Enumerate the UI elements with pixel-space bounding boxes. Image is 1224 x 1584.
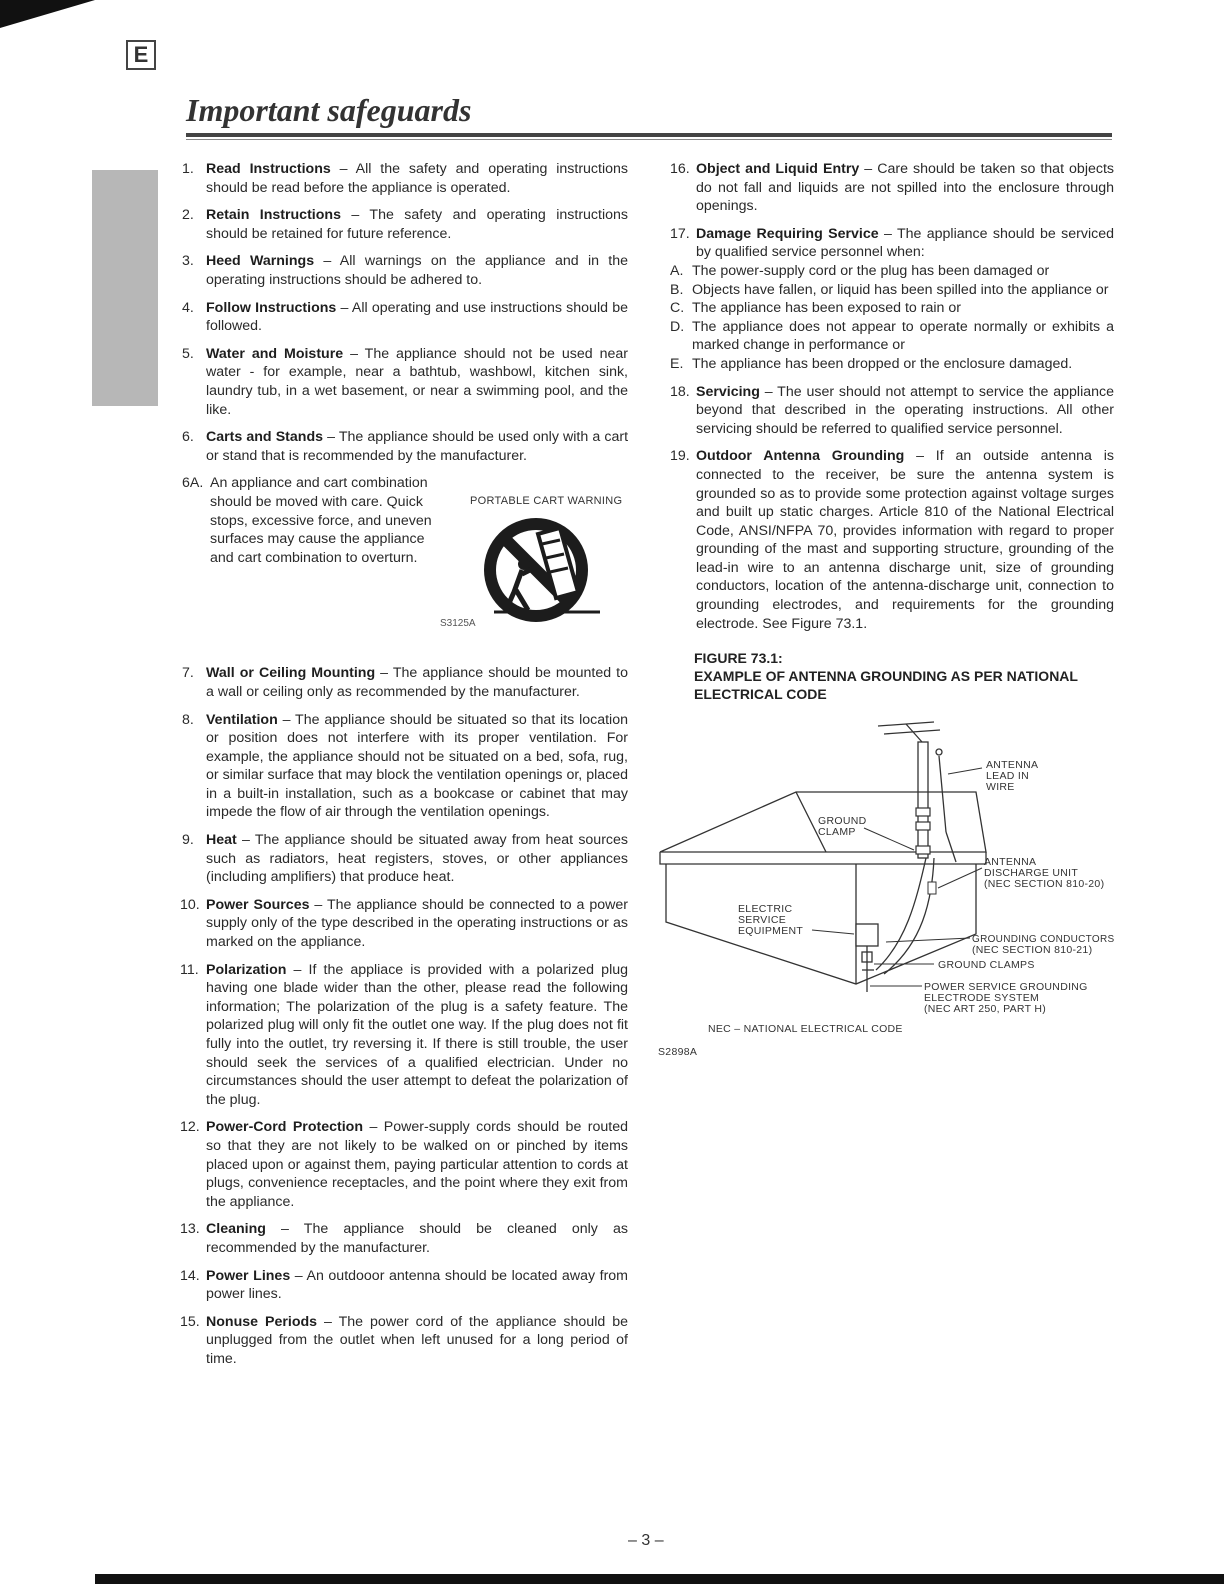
- safeguard-item-2: 2. Retain Instructions – The safety and operating instructions should be retained for future reference.: [182, 207, 628, 242]
- label-antenna-lead-3: WIRE: [986, 781, 1015, 793]
- safeguard-item-5: 5. Water and Moisture – The appliance should not be used near water - for example, near a bathtub, washbowl, kitchen sink, laundry tub, in a wet basement, or near a swimming pool, and the like.: [182, 345, 629, 418]
- cart-figure-code: S3125A: [440, 618, 476, 630]
- label-discharge-unit-2: DISCHARGE UNIT: [984, 867, 1079, 879]
- page-left-margin: [0, 0, 92, 1584]
- section-tab-marker: [92, 170, 158, 406]
- right-column: [670, 160, 1114, 703]
- cart-warning-block: [182, 474, 628, 658]
- label-electric-service: ELECTRIC: [738, 903, 793, 915]
- label-power-service-3: (NEC ART 250, PART H): [924, 1003, 1047, 1015]
- service-condition-d: D. The appliance does not appear to operate normally or exhibits a marked change in performance or: [670, 318, 1114, 354]
- service-condition-b: B. Objects have fallen, or liquid has been spilled into the appliance or: [670, 281, 1109, 298]
- label-power-service: POWER SERVICE GROUNDING: [924, 981, 1088, 993]
- label-electric-service-3: EQUIPMENT: [738, 925, 804, 937]
- figure-title: [694, 649, 1114, 703]
- label-electric-service-2: SERVICE: [738, 914, 787, 926]
- safeguard-item-14: 14. Power Lines – An outdooor antenna should be located away from power lines.: [180, 1267, 629, 1303]
- safeguard-item-11: 11. Polarization – If the appliace is provided with a polarized plug having one blade wider than the other, please read the following information; The polarization of the plug is a safety feature. The polarized plug will only fit the outlet one way. If the plug does not fit fully into the outlet, try reversing it. If there is still trouble, the user should seek the services of a qualified electrician. Under no circumstances should the user attempt to defeat the polarization of the plug.: [180, 961, 628, 1108]
- left-column: [182, 160, 628, 1378]
- service-condition-a: A. The power-supply cord or the plug has been damaged or: [670, 262, 1050, 279]
- safeguard-item-17: 17. Damage Requiring Service – The appliance should be serviced by qualified service personnel when:: [670, 225, 1114, 261]
- title-rule-thin: [186, 139, 1112, 140]
- page-title: Important safeguards: [186, 92, 472, 128]
- service-condition-e: E. The appliance has been dropped or the enclosure damaged.: [670, 355, 1073, 372]
- safeguard-item-15: 15. Nonuse Periods – The power cord of the appliance should be unplugged from the outlet when left unused for a long period of time.: [180, 1313, 628, 1367]
- safeguard-item-6: 6. Carts and Stands – The appliance should be used only with a cart or stand that is recommended by the manufacturer.: [182, 429, 629, 464]
- safeguard-item-16: 16. Object and Liquid Entry – Care should be taken so that objects do not fall and liquids are not spilled into the enclosure through openings.: [670, 161, 1114, 215]
- leader-lines: [812, 768, 982, 986]
- figure-caption: EXAMPLE OF ANTENNA GROUNDING AS PER NATIONAL ELECTRICAL CODE: [694, 668, 1078, 703]
- scan-corner-shadow: [0, 0, 95, 28]
- safeguard-item-19: 19. Outdoor Antenna Grounding – If an outside antenna is connected to the receiver, be sure the antenna system is grounded so as to provide some protection against voltage surges and built up static charges. Article 810 of the National Electrical Code, ANSI/NFPA 70, provides information with regard to proper grounding of the mast and supporting structure, grounding of the lead-in wire to an antenna discharge unit, size of grounding conductors, location of the antenna-discharge unit, connection to grounding electrodes, and requirements for the grounding electrode. See Figure 73.1.: [670, 448, 1114, 632]
- electric-service-box: [856, 924, 878, 992]
- label-ground-clamps: GROUND CLAMPS: [938, 959, 1035, 971]
- figure-code: S2898A: [658, 1046, 698, 1058]
- safeguard-item-18: 18. Servicing – The user should not attempt to service the appliance beyond that described in the operating instructions. All other servicing should be referred to qualified service personnel.: [670, 383, 1114, 437]
- cart-tipover-icon: [476, 514, 610, 624]
- page-number: – 3 –: [628, 1532, 664, 1549]
- title-rule: [186, 133, 1112, 137]
- label-grounding-conductors-2: (NEC SECTION 810-21): [972, 944, 1093, 956]
- service-condition-c: C. The appliance has been exposed to rain or: [670, 300, 961, 317]
- safeguard-item-9: 9. Heat – The appliance should be situated away from heat sources such as radiators, heat registers, stoves, or other appliances (including amplifiers) that produce heat.: [182, 832, 628, 886]
- label-discharge-unit-3: (NEC SECTION 810-20): [984, 878, 1105, 890]
- safeguard-item-7: 7. Wall or Ceiling Mounting – The appliance should be mounted to a wall or ceiling only as recommended by the manufacturer.: [182, 665, 629, 700]
- cart-warning-label: PORTABLE CART WARNING: [470, 495, 623, 508]
- label-power-service-2: ELECTRODE SYSTEM: [924, 992, 1040, 1004]
- safeguard-item-4: 4. Follow Instructions – All operating and use instructions should be followed.: [182, 299, 628, 335]
- figure-number: FIGURE 73.1:: [694, 650, 783, 667]
- section-marker: E: [126, 40, 156, 70]
- label-antenna-lead: ANTENNA: [986, 759, 1039, 771]
- discharge-unit-box: [928, 882, 936, 894]
- label-ground-clamp-2: CLAMP: [818, 826, 856, 838]
- safeguard-item-13: 13. Cleaning – The appliance should be cleaned only as recommended by the manufacturer.: [180, 1221, 628, 1256]
- safeguard-item-10: 10. Power Sources – The appliance should be connected to a power supply only of the type described in the operating instructions or as marked on the appliance.: [180, 896, 628, 951]
- label-antenna-lead-2: LEAD IN: [986, 770, 1029, 782]
- cart-warning-text: 6A. An appliance and cart combination should be moved with care. Quick stops, excessive force, and uneven surfaces may cause the appliance and cart combination to overturn.: [182, 475, 432, 566]
- scan-bottom-edge: [95, 1574, 1224, 1584]
- safeguard-item-3: 3. Heed Warnings – All warnings on the appliance and in the operating instructions should be adhered to.: [182, 253, 628, 288]
- label-discharge-unit: ANTENNA: [984, 856, 1037, 868]
- antenna-grounding-diagram: [656, 712, 1124, 1064]
- label-ground-clamp: GROUND: [818, 815, 867, 827]
- safeguard-item-12: 12. Power-Cord Protection – Power-supply cords should be routed so that they are not likely to be walked on or pinched by items placed upon or against them, paying particular attention to cords at plugs, convenience receptacles, and the point where they exit from the appliance.: [180, 1119, 628, 1210]
- safeguard-item-8: 8. Ventilation – The appliance should be situated so that its location or position does not interfere with its proper ventilation. For example, the appliance should not be situated on a bed, sofa, rug, or similar surface that may block the ventilation openings or, placed in a built-in installation, such as a bookcase or cabinet that may impede the flow of air through the ventilation openings.: [182, 711, 628, 821]
- label-grounding-conductors: GROUNDING CONDUCTORS: [972, 934, 1115, 945]
- safeguard-item-1: 1. Read Instructions – All the safety and operating instructions should be read before the appliance is operated.: [182, 161, 628, 196]
- label-nec-note: NEC – NATIONAL ELECTRICAL CODE: [708, 1023, 903, 1035]
